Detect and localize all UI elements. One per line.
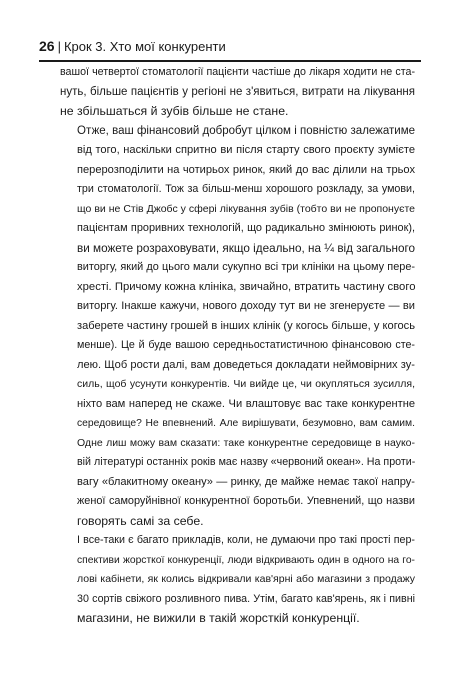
paragraph [60, 531, 415, 629]
text-line: заберете частину грошей в інших клінік (у когось більше, у когось [77, 319, 415, 332]
text-line: лею. Щоб рости далі, вам доведеться докладати неймовірних зу- [77, 358, 415, 371]
text-line: магазини, не вижили в такій жорсткій конкуренції. [77, 611, 360, 625]
text-line: менше). Це й буде вашою середньостатистичною фінансовою сте- [77, 339, 415, 351]
text-line: перерозподілити на чотирьох ринок, який до вас ділили на трьох [77, 163, 415, 176]
text-line: не збільшаться й зубів більше не стане. [60, 104, 289, 118]
text-line: вій літературі останніх років має назву «червоний океан». На проти- [77, 456, 416, 468]
text-line: хресті. Причому кожна клініка, звичайно, втратить частину свого [77, 280, 416, 293]
text-line: від того, наскільки спритно ви після старту свого проєкту зумієте [77, 144, 415, 156]
text-line: пацієнтам проривних технологій, що радикально змінюють ринок), [77, 222, 415, 234]
text-line: нуть, більше пацієнтів у регіоні не з'явиться, витрати на лікування [60, 85, 415, 98]
text-line: 30 сортів свіжого розливного пива. Утім, багато кав'ярень, як і пивні [77, 592, 415, 605]
text-line: три стоматології. Тож за більш-менш хорошого розкладу, за умови, [77, 183, 415, 195]
text-line: ви можете розраховувати, якщо ідеально, на ¼ від загального [77, 241, 415, 255]
text-line: виторгу, який до цього мали сукупно всі три клініки на цьому пере- [77, 261, 415, 273]
text-line: женої саморуйнівної конкурентної боротьби. Упевнений, що назви [77, 495, 415, 507]
paragraph [60, 122, 415, 532]
chapter-title: Крок 3. Хто мої конкуренти [63, 39, 226, 54]
text-line: говорять самі за себе. [77, 513, 204, 528]
text-line: Одне лиш можу вам сказати: таке конкурентне середовище в науко- [77, 436, 415, 449]
text-line: що ви не Стів Джобс у сфері лікування зубів (тобто ви не пропонуєте [77, 202, 415, 215]
paragraph [60, 63, 415, 122]
header-rule [39, 60, 421, 62]
body-text [60, 63, 415, 629]
text-line: І все-таки є багато прикладів, коли, не думаючи про такі прості пер- [77, 534, 415, 546]
header-separator: | [57, 39, 61, 54]
text-line: середовище? Не впевнений. Але вирішувати, безумовно, вам самим. [77, 418, 415, 429]
page-number: 26 [39, 38, 55, 54]
text-line: виторгу. Інакше кажучи, нового доходу тут ви не згенеруєте — ви [77, 300, 415, 312]
text-line: Отже, ваш фінансовий добробут цілком і повністю залежатиме [77, 124, 415, 137]
text-line: вагу «блакитному океану» — ринку, де майже немає такої напру- [77, 475, 415, 488]
text-line: вашої четвертої стоматології пацієнти частіше до лікаря ходити не ста- [60, 66, 415, 78]
text-line: спективи жорсткої конкуренції, люди відкривають один в одного на го- [77, 554, 415, 566]
running-header [39, 38, 226, 55]
text-line: лові кабінети, як колись відкривали кав'ярні або магазини з продажу [77, 573, 415, 585]
text-line: ніхто вам наперед не скаже. Чи влаштовує вас таке конкурентне [77, 397, 415, 410]
text-line: силь, щоб усунути конкурентів. Чи вийде це, чи окупляться зусилля, [77, 378, 415, 390]
